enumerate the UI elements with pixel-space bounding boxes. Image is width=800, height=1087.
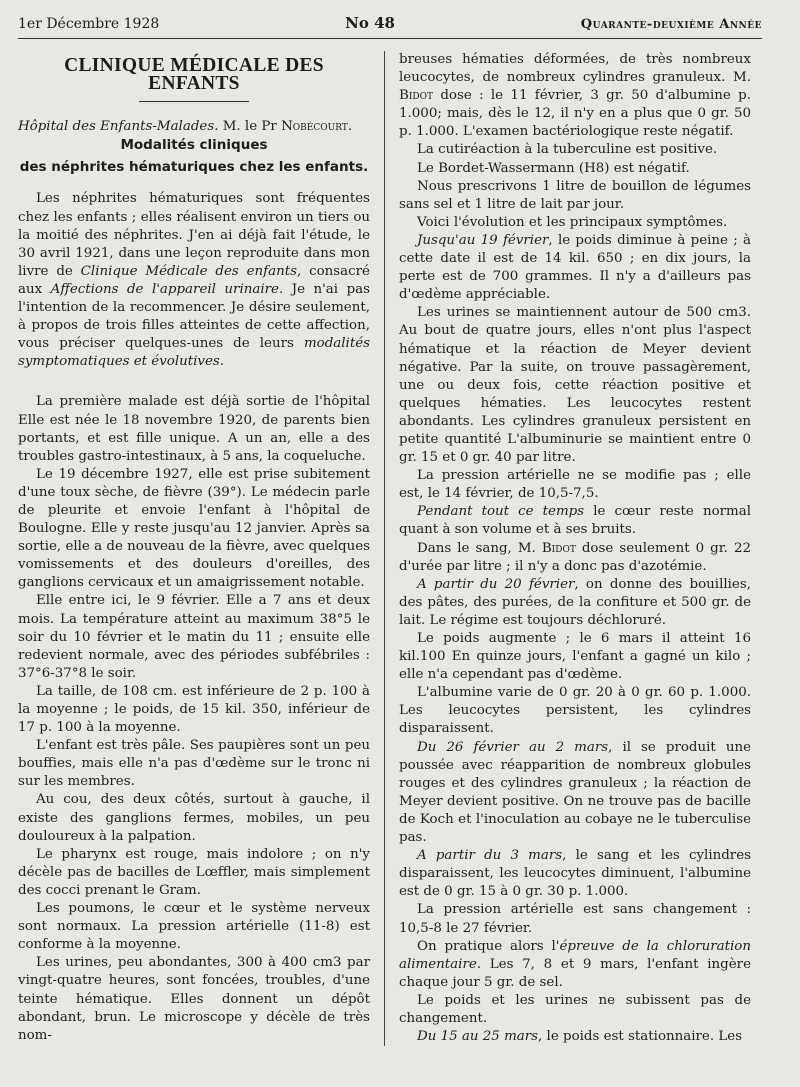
text-run: On pratique alors l' bbox=[417, 938, 560, 954]
paragraph: La première malade est déjà sortie de l'hôpital Elle est née le 18 novembre 1920, de parents bien portants, et est fille unique. A un an, elle a des troubles gastro-intestinaux, à 5 ans, la coqueluche. bbox=[18, 394, 370, 464]
paragraph bbox=[399, 938, 751, 992]
paragraph: Les urines se maintiennent autour de 500 cm3. Au bout de quatre jours, elles n'ont plus l'aspect hématique et la réaction de Meyer devient négative. Par la suite, on trouve passagèrement, une ou deux fois, cette réaction positive et quelques hématies. Les leucocytes restent abondants. Les cylindres granuleux persistent en petite quantité L'albuminurie se maintient entre 0 gr. 15 et 0 gr. 40 par litre. bbox=[399, 305, 751, 466]
text-run: breuses hématies déformées, de très nombreux leucocytes, de nombreux cylindres granuleux. M. bbox=[399, 52, 751, 86]
person-name: Bidot bbox=[541, 540, 576, 556]
paragraph bbox=[399, 503, 751, 539]
paragraph bbox=[399, 739, 751, 848]
paragraph bbox=[399, 576, 751, 630]
paragraph: Au cou, des deux côtés, surtout à gauche, il existe des ganglions fermes, mobiles, un peu douloureux à la palpation. bbox=[18, 792, 370, 844]
emphasis: Du 15 au 25 mars bbox=[417, 1029, 539, 1045]
paragraph: La pression artérielle est sans changement : 10,5-8 le 27 février. bbox=[399, 902, 751, 936]
paragraph: L'enfant est très pâle. Ses paupières sont un peu bouffies, mais elle n'a pas d'œdème sur le tronc ni sur les membres. bbox=[18, 738, 370, 790]
paragraph bbox=[399, 1028, 751, 1046]
author-name: Nobécourt. bbox=[281, 119, 353, 135]
paragraph: La cutiréaction à la tuberculine est positive. bbox=[417, 142, 718, 158]
paragraph: Elle entre ici, le 9 février. Elle a 7 ans et deux mois. La température atteint au maximum 38°5 le soir du 10 février et le matin du 11 ; ensuite elle redevient normale, avec des périodes subfébriles : 37°6-37°8 le soir. bbox=[18, 593, 370, 681]
emphasis: A partir du 20 février bbox=[417, 576, 575, 592]
affiliation bbox=[18, 118, 370, 136]
text-run: Dans le sang, M. bbox=[417, 540, 542, 556]
issue-number: No 48 bbox=[345, 14, 395, 32]
text-run: . Les 7, 8 et 9 mars, l'enfant ingère chaque jour 5 gr. de sel. bbox=[399, 956, 751, 990]
paragraph: Le poids et les urines ne subissent pas de changement. bbox=[399, 992, 751, 1026]
paragraph: La taille, de 108 cm. est inférieure de 2 p. 100 à la moyenne ; le poids, de 15 kil. 350, inférieur de 17 p. 100 à la moyenne. bbox=[18, 683, 370, 736]
paragraph: Les poumons, le cœur et le système nerveux sont normaux. La pression artérielle (11-8) est conforme à la moyenne. bbox=[18, 901, 370, 953]
section-title: CLINIQUE MÉDICALE DES ENFANTS bbox=[64, 55, 324, 95]
text-run: , on donne des bouillies, des pâtes, des purées, de la confiture et 500 gr. de lait. Le régime est toujours déchloruré. bbox=[399, 576, 751, 628]
text-run: Les néphrites hématuriques sont fréquentes chez les enfants ; elles réalisent environ un tiers ou la moitié des néphrites. J'en ai déjà fait l'étude, le 30 avril 1921, dans une leçon reproduite dans mon livre de bbox=[18, 191, 370, 279]
text-run: dose seulement 0 gr. 22 d'urée par litre ; il n'y a donc pas d'azotémie. bbox=[399, 540, 751, 574]
paragraph: Nous prescrivons 1 litre de bouillon de légumes sans sel et 1 litre de lait par jour. bbox=[399, 178, 751, 212]
emphasis: A partir du 3 mars bbox=[417, 848, 563, 864]
text-run: le cœur reste normal quant à son volume et à ses bruits. bbox=[399, 504, 751, 538]
paragraph: Le Bordet-Wassermann (H8) est négatif. bbox=[417, 160, 690, 176]
running-head bbox=[18, 14, 762, 39]
paragraph: Les urines, peu abondantes, 300 à 400 cm3 par vingt-quatre heures, sont foncées, troubles, d'une teinte hématique. Elles donnent un dépôt abondant, brun. Le microscope y décèle de très nom- bbox=[18, 955, 370, 1043]
affiliation-prefix: M. le Pr bbox=[218, 119, 282, 135]
issue-date: 1er Décembre 1928 bbox=[18, 16, 160, 32]
emphasis: Du 26 février au 2 mars bbox=[417, 739, 609, 755]
paragraph: La pression artérielle ne se modifie pas ; elle est, le 14 février, de 10,5-7,5. bbox=[399, 468, 751, 502]
text-run: , consacré aux bbox=[18, 263, 370, 297]
emphasis: épreuve de la chloruration alimentaire bbox=[399, 938, 751, 972]
paragraph bbox=[399, 51, 751, 141]
article-title-line2: des néphrites hématuriques chez les enfants. bbox=[19, 159, 369, 176]
text-run: , le poids diminue à peine ; à cette date il est de 14 kil. 650 ; en dix jours, la perte est de 700 grammes. Il n'y a d'ailleurs pas d'œdème appréciable. bbox=[399, 232, 751, 303]
issue-year: Quarante-deuxième Année bbox=[580, 17, 762, 32]
text-run: . Je n'ai pas l'intention de la recommencer. Je désire seulement, à propos de trois filles atteintes de cette affection, vous préciser quelques-unes de leurs bbox=[18, 281, 370, 352]
paragraph bbox=[399, 232, 751, 304]
right-column bbox=[384, 51, 751, 1046]
article-columns bbox=[18, 51, 762, 1046]
text-run: , il se produit une poussée avec réapparition de nombreux globules rouges et des cylindres granuleux ; la réaction de Meyer devient positive. On ne trouve pas de bacille de Koch et l'inoculation au cobaye ne le tuberculise pas. bbox=[399, 739, 752, 846]
chapter-title: Affections de l'appareil urinaire bbox=[50, 281, 279, 297]
text-run: , le sang et les cylindres disparaissent, les leucocytes diminuent, l'albumine est de 0 gr. 15 à 0 gr. 30 p. 1.000. bbox=[399, 848, 751, 900]
text-run: , le poids est stationnaire. Les bbox=[538, 1029, 743, 1045]
paragraph: Voici l'évolution et les principaux symptômes. bbox=[417, 214, 728, 230]
paragraph-gap bbox=[18, 371, 370, 393]
paragraph: Le poids augmente ; le 6 mars il atteint 16 kil.100 En quinze jours, l'enfant a gagné un kilo ; elle n'a cependant pas d'œdème. bbox=[399, 631, 751, 683]
text-run: . bbox=[219, 354, 225, 370]
paragraph: Le 19 décembre 1927, elle est prise subitement d'une toux sèche, de fièvre (39°). Le médecin parle de pleurite et envoie l'enfant à l'hôpital de Boulogne. Elle y reste jusqu'au 12 janvier. Après sa sortie, elle a de nouveau de la fièvre, avec quelques vomissements et des douleurs d'oreilles, des ganglions cervicaux et un amaigrissement notable. bbox=[18, 466, 370, 591]
person-name: Bidot bbox=[399, 88, 433, 104]
paragraph-intro bbox=[18, 190, 370, 371]
paragraph bbox=[399, 847, 751, 901]
paragraph: Le pharynx est rouge, mais indolore ; on n'y décèle pas de bacilles de Lœffler, mais simplement des cocci prenant le Gram. bbox=[18, 846, 370, 898]
hospital-name: Hôpital des Enfants-Malades. bbox=[18, 119, 219, 135]
emphasis: Jusqu'au 19 février bbox=[417, 232, 549, 248]
article-title-line1: Modalités cliniques bbox=[120, 137, 268, 154]
title-rule bbox=[139, 101, 249, 102]
paragraph: L'albumine varie de 0 gr. 20 à 0 gr. 60 p. 1.000. Les leucocytes persistent, les cylindres disparaissent. bbox=[399, 685, 751, 737]
emphasis: Pendant tout ce temps bbox=[417, 504, 585, 520]
text-run: dose : le 11 février, 3 gr. 50 d'albumine p. 1.000; mais, dès le 12, il n'y en a plus que 0 gr. 50 p. 1.000. L'examen bactériologique reste négatif. bbox=[399, 88, 751, 140]
book-title: Clinique Médicale des enfants bbox=[80, 263, 297, 279]
left-column bbox=[18, 51, 384, 1046]
paragraph bbox=[399, 540, 751, 576]
emphasis: modalités symptomatiques et évolutives bbox=[18, 336, 370, 370]
